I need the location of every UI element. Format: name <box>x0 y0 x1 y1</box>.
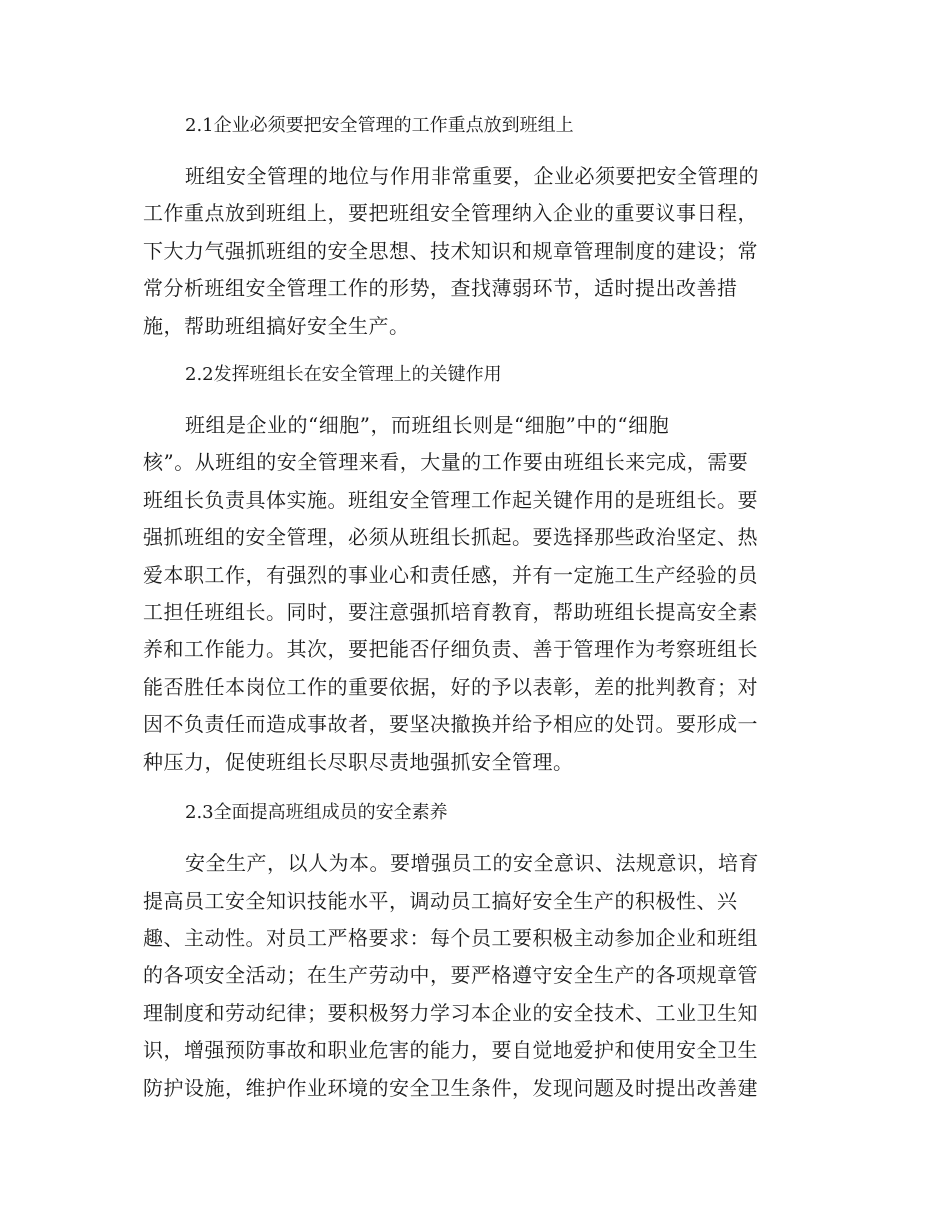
paragraph-line: 施，帮助班组搞好安全生产。 <box>143 313 410 338</box>
paragraph-line: 下大力气强抓班组的安全思想、技术知识和规章管理制度的建设；常 <box>143 238 758 263</box>
section-heading-2-3: 2.3全面提高班组成员的安全素养 <box>185 802 448 824</box>
paragraph-line: 提高员工安全知识技能水平，调动员工搞好安全生产的积极性、兴 <box>143 888 738 913</box>
section-heading-2-1: 2.1企业必须要把安全管理的工作重点放到班组上 <box>185 115 574 136</box>
paragraph-line: 识，增强预防事故和职业危害的能力，要自觉地爱护和使用安全卫生 <box>143 1038 758 1063</box>
section-paragraph-2-1 <box>143 158 803 345</box>
paragraph-line: 核”。从班组的安全管理来看，大量的工作要由班组长来完成，需要 <box>143 450 749 475</box>
document-body <box>143 108 803 1107</box>
paragraph-line: 班组长负责具体实施。班组安全管理工作起关键作用的是班组长。要 <box>143 487 758 512</box>
paragraph-line: 能否胜任本岗位工作的重要依据，好的予以表彰，差的批判教育；对 <box>143 674 758 699</box>
paragraph-line: 班组安全管理的地位与作用非常重要，企业必须要把安全管理的 <box>185 164 759 188</box>
paragraph-line: 安全生产，以人为本。要增强员工的安全意识、法规意识，培育 <box>185 851 759 876</box>
paragraph-line: 种压力，促使班组长尽职尽责地强抓安全管理。 <box>143 749 574 774</box>
paragraph-line: 防护设施，维护作业环境的安全卫生条件，发现问题及时提出改善建 <box>143 1075 758 1100</box>
paragraph-line: 的各项安全活动；在生产劳动中，要严格遵守安全生产的各项规章管 <box>143 963 758 988</box>
paragraph-line: 趣、主动性。对员工严格要求：每个员工要积极主动参加企业和班组 <box>143 925 758 950</box>
paragraph-line: 养和工作能力。其次，要把能否仔细负责、善于管理作为考察班组长 <box>143 637 758 662</box>
paragraph-line: 班组是企业的“细胞”，而班组长则是“细胞”中的“细胞 <box>185 413 670 438</box>
paragraph-line: 强抓班组的安全管理，必须从班组长抓起。要选择那些政治坚定、热 <box>143 525 758 550</box>
section-heading-2-2: 2.2发挥班组长在安全管理上的关键作用 <box>185 364 502 386</box>
paragraph-line: 工作重点放到班组上，要把班组安全管理纳入企业的重要议事日程， <box>143 201 758 226</box>
section-paragraph-2-3 <box>143 845 803 1107</box>
paragraph-line: 工担任班组长。同时，要注意强抓培育教育，帮助班组长提高安全素 <box>143 600 758 625</box>
section-paragraph-2-2 <box>143 407 803 781</box>
paragraph-line: 理制度和劳动纪律；要积极努力学习本企业的安全技术、工业卫生知 <box>143 1000 758 1025</box>
paragraph-line: 因不负责任而造成事故者，要坚决撤换并给予相应的处罚。要形成一 <box>143 712 758 737</box>
paragraph-line: 爱本职工作，有强烈的事业心和责任感，并有一定施工生产经验的员 <box>143 562 758 587</box>
paragraph-line: 常分析班组安全管理工作的形势，查找薄弱环节，适时提出改善措 <box>143 276 738 301</box>
